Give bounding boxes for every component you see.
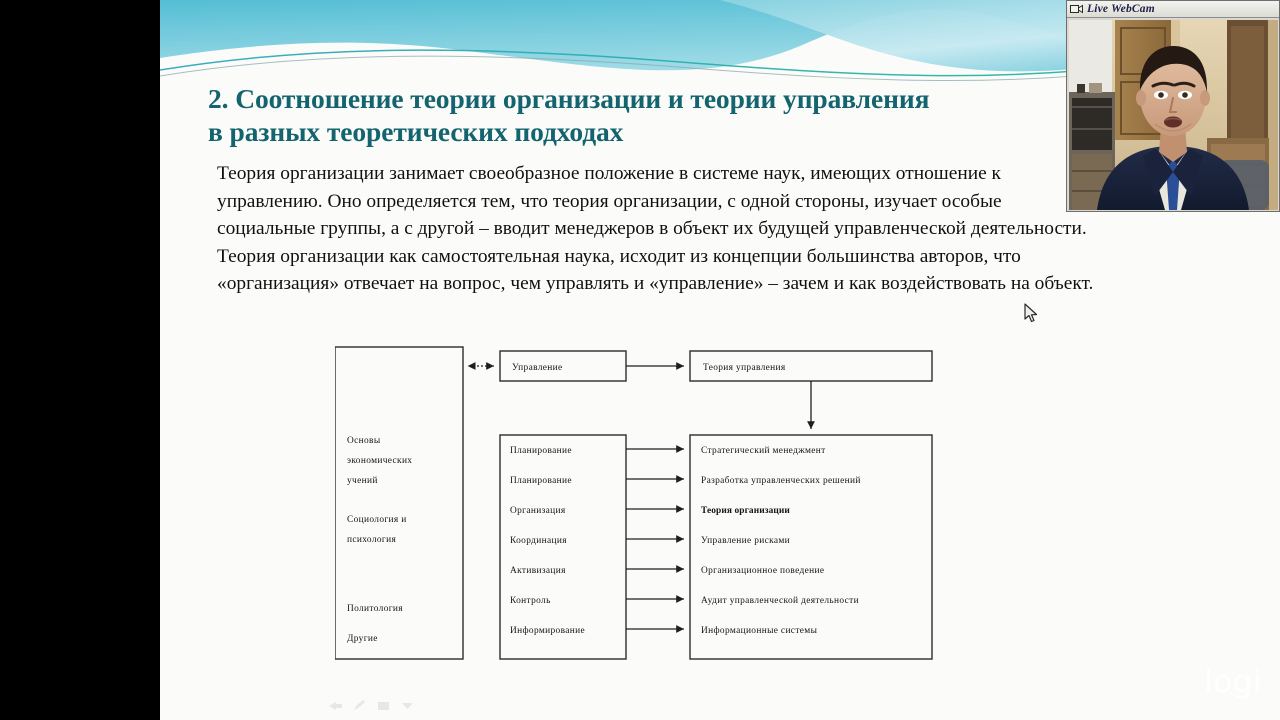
diagram-left-line-4: психология (347, 535, 397, 545)
webcam-title: Live WebCam (1087, 3, 1155, 15)
diagram-right-item-5: Аудит управленческой деятельности (701, 596, 859, 606)
slide-body-block (217, 160, 1101, 298)
diagram-mid-item-0: Планирование (510, 446, 572, 456)
menu-icon[interactable] (400, 699, 415, 712)
logi-watermark: logi (1204, 664, 1262, 700)
diagram-mid-item-5: Контроль (510, 596, 551, 606)
diagram-mid-item-1: Планирование (510, 476, 572, 486)
diagram-left-line-0: Основы (347, 436, 381, 446)
slide-title-block (208, 82, 1108, 148)
diagram-right-item-3: Управление рисками (701, 536, 791, 546)
diagram-top-box-1: Теория управления (703, 363, 786, 373)
diagram-right-item-2: Теория организации (701, 506, 790, 516)
diagram-mid-item-3: Координация (510, 536, 567, 546)
diagram-right-item-4: Организационное поведение (701, 566, 825, 576)
diagram-left-line-6: Другие (347, 634, 378, 644)
relationship-diagram (335, 345, 1105, 665)
diagram-left-line-2: учений (347, 476, 378, 486)
presenter-toolbar[interactable] (328, 699, 415, 712)
diagram-mid-item-2: Организация (510, 506, 566, 516)
diagram-right-item-1: Разработка управленческих решений (701, 476, 861, 486)
diagram-left-line-5: Политология (347, 604, 403, 614)
webcam-titlebar[interactable] (1067, 1, 1279, 18)
page-title-line-2: в разных теоретических подходах (208, 116, 624, 147)
slides-icon[interactable] (376, 699, 391, 712)
slide-body-paragraph: Теория организации занимает своеобразное положение в системе наук, имеющих отношение к управлению. Оно определяется тем, что теория организации, с одной стороны, изучает особые социальные группы, а с другой – вводит менеджеров в объект их будущей управленческой деятельности. Теория организации как самостоятельная наука, исходит из концепции большинства авторов, что «организация» отвечает на вопрос, чем управлять и «управление» – зачем и как воздействовать на объект. (217, 163, 1094, 295)
webcam-video-feed (1069, 20, 1278, 210)
diagram-mid-item-4: Активизация (510, 566, 566, 576)
pen-icon[interactable] (352, 699, 367, 712)
diagram-right-item-0: Стратегический менеджмент (701, 446, 826, 456)
diagram-left-line-3: Социология и (347, 515, 407, 525)
diagram-top-box-0: Управление (512, 363, 563, 373)
page-title-line-1: 2. Соотношение теории организации и теории управления (208, 83, 930, 114)
pointer-icon[interactable] (328, 699, 343, 712)
webcam-window[interactable] (1066, 0, 1280, 212)
diagram-left-line-1: экономических (347, 456, 413, 466)
diagram-right-item-6: Информационные системы (701, 626, 818, 636)
diagram-mid-item-6: Информирование (510, 626, 585, 636)
camera-icon (1070, 4, 1083, 14)
mouse-cursor (1024, 303, 1038, 323)
